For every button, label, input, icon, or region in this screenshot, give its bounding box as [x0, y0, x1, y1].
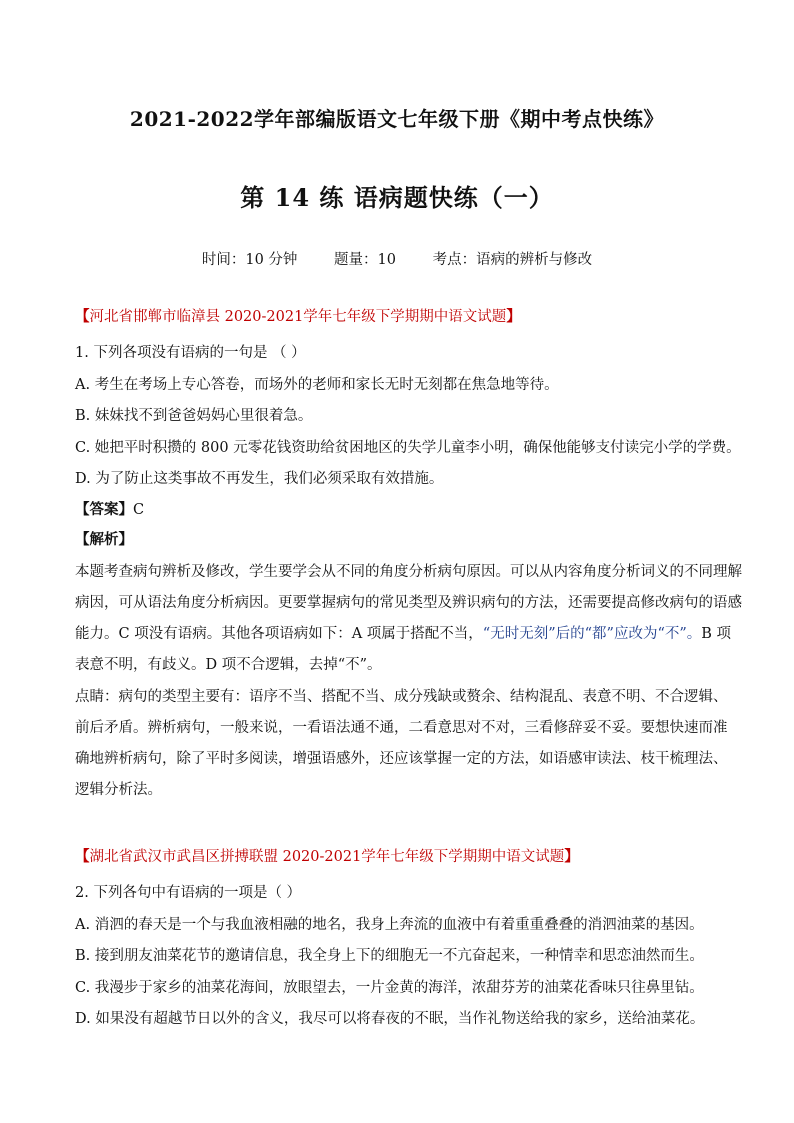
option-c: C. 她把平时积攒的 800 元零花钱资助给贫困地区的失学儿童李小明，确保他能够支付读完小学的学费。	[75, 440, 741, 456]
option-c: C. 我漫步于家乡的油菜花海间，放眼望去，一片金黄的海洋，浓甜芬芳的油菜花香味只往鼻里钻。	[75, 980, 704, 996]
question-source: 【河北省邯郸市临漳县 2020-2021学年七年级下学期期中语文试题】	[75, 308, 521, 325]
analysis-line: 能力。C 项没有语病。其他各项语病如下：A 项属于搭配不当，“无时无刻”后的“都”应改为“不”。B 项	[75, 626, 732, 642]
analysis-line: 表意不明，有歧义。D 项不合逻辑，去掉“不”。	[75, 657, 382, 673]
document-subtitle: 第 14 练 语病题快练（一）	[240, 183, 554, 212]
option-d: D. 为了防止这类事故不再发生，我们必须采取有效措施。	[75, 471, 444, 487]
option-b: B. 妹妹找不到爸爸妈妈心里很着急。	[75, 408, 313, 424]
document-title: 2021-2022学年部编版语文七年级下册《期中考点快练》	[129, 107, 665, 131]
question-stem: 1. 下列各项没有语病的一句是 （ ）	[75, 345, 306, 361]
topic-info: 考点：语病的辨析与修改	[432, 252, 593, 268]
exercise-meta	[0, 248, 794, 269]
analysis-line: 病因，可从语法角度分析病因。更要掌握病句的常见类型及辨识病句的方法，还需要提高修改病句的语感	[75, 595, 742, 611]
analysis-label: 【解析】	[75, 531, 133, 548]
option-a: A. 消泗的春天是一个与我血液相融的地名，我身上奔流的血液中有着重重叠叠的消泗油菜的基因。	[75, 917, 704, 933]
analysis-line: 本题考查病句辨析及修改，学生要学会从不同的角度分析病句原因。可以从内容角度分析词义的不同理解	[75, 564, 742, 580]
tips-line: 逻辑分析法。	[75, 782, 162, 798]
answer: 【答案】C	[75, 501, 145, 518]
question-source: 【湖北省武汉市武昌区拼搏联盟 2020-2021学年七年级下学期期中语文试题】	[75, 848, 579, 865]
tips-line: 前后矛盾。辨析病句，一般来说，一看语法通不通，二看意思对不对，三看修辞妥不妥。要想快速而准	[75, 720, 728, 736]
option-d: D. 如果没有超越节日以外的含义，我尽可以将春夜的不眠，当作礼物送给我的家乡，送给油菜花。	[75, 1011, 705, 1027]
question-stem: 2. 下列各句中有语病的一项是（ ）	[75, 885, 302, 901]
tips-line: 确地辨析病句，除了平时多阅读，增强语感外，还应该掌握一定的方法，如语感审读法、枝干梳理法、	[75, 751, 728, 767]
tips-line: 点睛：病句的类型主要有：语序不当、搭配不当、成分残缺或赘余、结构混乱、表意不明、不合逻辑、	[75, 689, 728, 705]
count-info: 题量：10	[334, 252, 396, 268]
option-b: B. 接到朋友油菜花节的邀请信息，我全身上下的细胞无一不亢奋起来，一种情幸和思恋油然而生。	[75, 948, 704, 964]
option-a: A. 考生在考场上专心答卷，而场外的老师和家长无时无刻都在焦急地等待。	[75, 377, 559, 393]
time-info: 时间：10 分钟	[201, 252, 298, 268]
